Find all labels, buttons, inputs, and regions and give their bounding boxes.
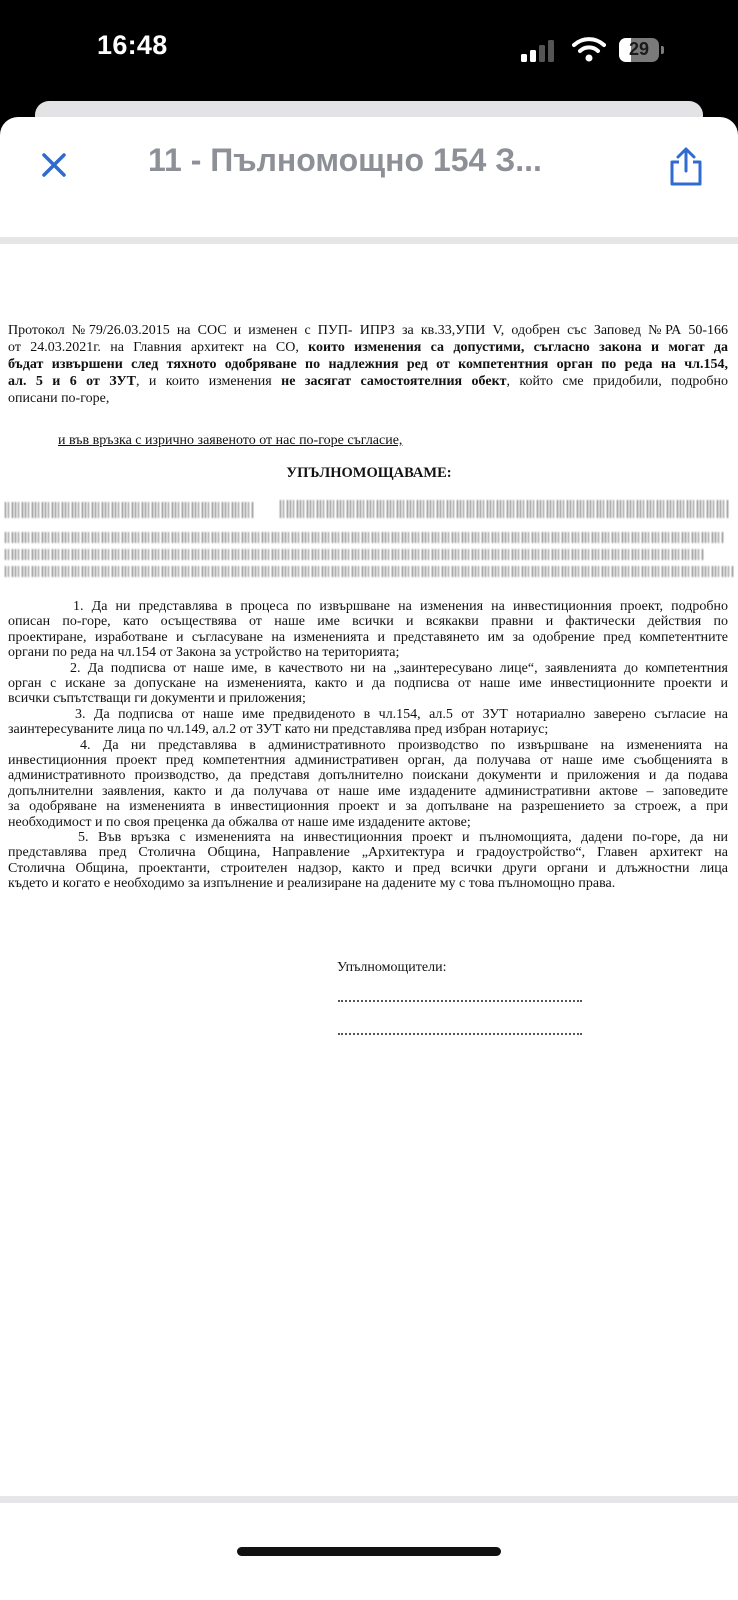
text-line: проектиране, изработване и съгласуване на измененията и представянето им за одобрение пред компетентните <box>8 629 728 645</box>
text-line: органи по реда на чл.154 от Закона за устройство на територията; <box>8 645 400 661</box>
text-line <box>8 339 728 356</box>
text-line: допълнителни заявления, както и да получава от наше име издадените административни актове – заповедите <box>8 783 728 799</box>
text-line: орган с искане за допускане на измененията, както и да подписва от наше име инвестиционните проекти и <box>8 676 728 691</box>
battery-nub <box>661 46 664 54</box>
list-item-start: 3. Да подписва от наше име предвиденото в чл.154, ал.5 от ЗУТ нотариално заверено съгласие на <box>75 706 728 722</box>
text: Протокол №79/26.03.2015 на СОС и изменен с ПУП- ИПРЗ за кв.33,УПИ V, одобрен със Заповед №РА 50-166 <box>8 323 728 338</box>
list-item-start: 1. Да ни представлява в процеса по извършване на изменения на инвестиционния проект, подробно <box>73 599 728 614</box>
status-bar <box>0 0 738 105</box>
signature-line-1 <box>338 1000 582 1002</box>
list-item-start: 5. Във връзка с измененията на инвестиционния проект и пълномощията, дадени по-горе, да ни <box>78 830 728 845</box>
list-item-start: 2. Да подписва от наше име, в качеството ни на „заинтересувано лице“, заявленията до компетентния <box>70 660 728 676</box>
bold-text: които изменения са допустими, съгласно закона и могат да <box>308 340 728 355</box>
signers-label: Упълномощители: <box>337 960 447 975</box>
text-line <box>8 373 728 390</box>
text-line: необходимост и по своя преценка да обжалва от наше име издадените актове; <box>8 814 471 830</box>
text-line: за одобряване на измененията в инвестиционния проект и за допълване на разрешението за строеж, а при <box>8 799 728 815</box>
bold-text: бъдат извършени след тяхното одобряване по надлежния ред от компетентния орган по реда на чл.154, <box>8 357 728 372</box>
share-icon[interactable] <box>668 145 704 187</box>
text: , и които изменения <box>135 374 282 389</box>
text: описани по-горе, <box>8 391 110 406</box>
text-line: Столична Община, проектанти, строителен надзор, както и пред всички други органи и длъжностни лица <box>8 860 728 876</box>
bold-text: ал. 5 и 6 от ЗУТ <box>8 374 136 389</box>
document-page <box>0 244 738 1496</box>
header-divider <box>0 237 738 244</box>
text-line: инвестиционния проект пред компетентния административен орган, да получава от наше име съобщенията в <box>8 753 728 768</box>
cellular-signal-icon <box>521 40 561 62</box>
battery-level: 29 <box>628 39 650 59</box>
text-line: където и когато е необходимо за изпълнение и реализиране на дадените му с това пълномощно права. <box>8 876 616 892</box>
signature-line-2 <box>338 1033 582 1035</box>
text-line: административното производство, да представя допълнително поискани документи и приложения и да подава <box>8 768 728 784</box>
text-line: заинтересуваните лица по чл.149, ал.2 от ЗУТ като ни представлява пред избран нотариус; <box>8 722 549 738</box>
text: , който сме придобили, подробно <box>506 374 728 389</box>
status-time: 16:48 <box>97 30 168 60</box>
text-line <box>8 356 728 373</box>
text-line <box>8 390 728 407</box>
heading-authorize: УПЪЛНОМОЩАВАМЕ: <box>286 465 452 481</box>
wifi-icon <box>572 36 606 62</box>
redacted-personal-data <box>5 494 733 584</box>
list-item-start: 4. Да ни представлява в административното производство по извършване на измененията на <box>80 737 728 753</box>
bold-text: не засягат самостоятелния обект <box>281 374 507 389</box>
text-line: описан по-горе, като осъществява от наше име всички и всякакви правни и фактически действия по <box>8 614 728 630</box>
text-line: представлява пред Столична Община, Направление „Архитектура и градоустройство“, Главен архитект на <box>8 845 728 861</box>
battery-icon <box>619 38 659 62</box>
text-line <box>8 322 728 339</box>
text: от 24.03.2021г. на Главния архитект на СО, <box>8 340 309 355</box>
consent-line: и във връзка с изрично заявеното от нас по-горе съгласие, <box>58 433 403 448</box>
text-line: всички съпътстващи ги документи и приложения; <box>8 691 306 707</box>
bottom-divider <box>0 1496 738 1503</box>
close-icon[interactable] <box>36 147 72 183</box>
document-title: 11 - Пълномощно 154 З... <box>148 142 542 178</box>
home-indicator[interactable] <box>237 1547 501 1556</box>
